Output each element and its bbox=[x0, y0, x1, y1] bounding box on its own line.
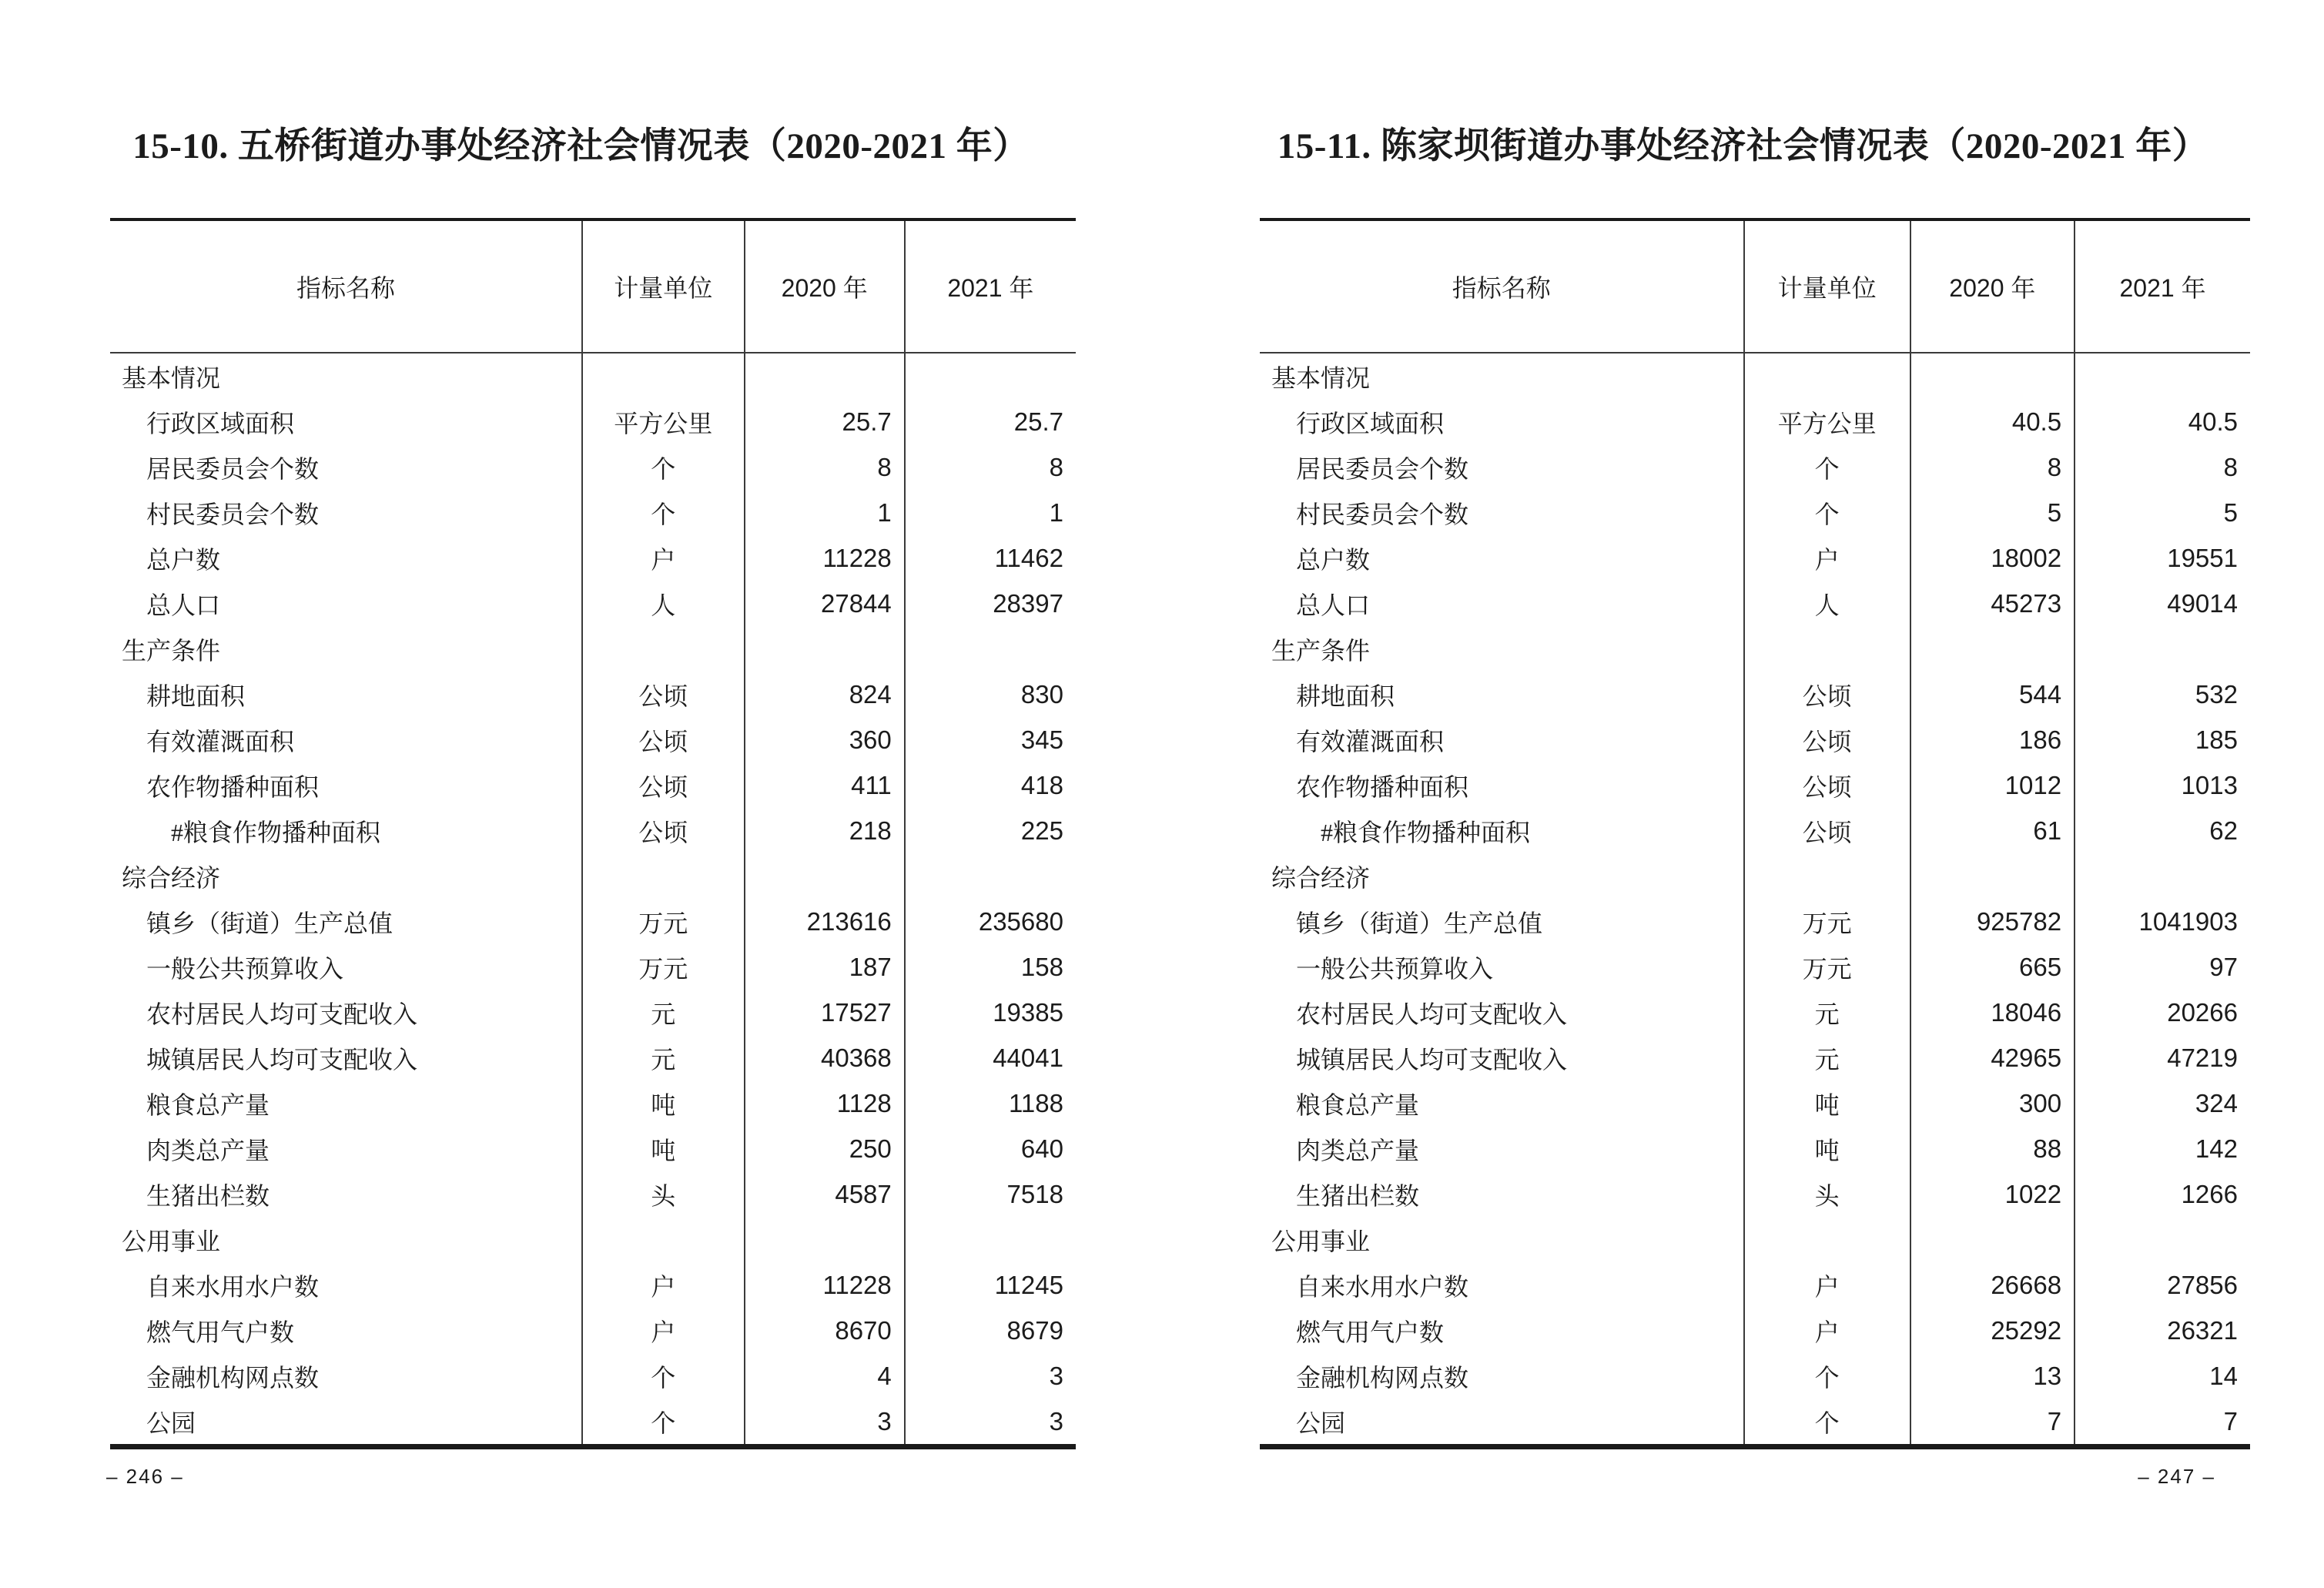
indicator-name: 总人口 bbox=[1296, 591, 1371, 619]
indicator-name: 粮食总产量 bbox=[146, 1090, 270, 1119]
indicator-name: 有效灌溉面积 bbox=[146, 727, 295, 755]
unit-cell: 公顷 bbox=[1743, 672, 1910, 717]
value-2021 bbox=[2074, 853, 2250, 899]
value-2020: 42965 bbox=[1910, 1035, 2074, 1080]
table-row bbox=[110, 444, 1076, 490]
unit-cell: 人 bbox=[581, 581, 744, 626]
unit-cell bbox=[1743, 353, 1910, 399]
value-2020: 11228 bbox=[744, 535, 904, 581]
unit-cell: 吨 bbox=[581, 1126, 744, 1171]
value-2021: 19385 bbox=[904, 990, 1076, 1035]
table-row bbox=[110, 399, 1076, 444]
unit-cell: 人 bbox=[1743, 581, 1910, 626]
statistics-table bbox=[110, 218, 1076, 1449]
table-row bbox=[1260, 1399, 2250, 1444]
indicator-name: 村民委员会个数 bbox=[1296, 500, 1469, 528]
indicator-name: 总人口 bbox=[146, 591, 221, 619]
indicator-name: 城镇居民人均可支配收入 bbox=[146, 1045, 418, 1074]
indicator-name: 公园 bbox=[1296, 1409, 1346, 1437]
value-2020: 1012 bbox=[1910, 762, 2074, 808]
value-2021: 8679 bbox=[904, 1308, 1076, 1353]
value-2020: 25292 bbox=[1910, 1308, 2074, 1353]
column-header-unit: 计量单位 bbox=[581, 221, 744, 352]
indicator-name: 生猪出栏数 bbox=[1296, 1181, 1420, 1210]
value-2021: 11245 bbox=[904, 1262, 1076, 1308]
unit-cell: 平方公里 bbox=[1743, 399, 1910, 444]
column-header-unit: 计量单位 bbox=[1743, 221, 1910, 352]
indicator-name: 农村居民人均可支配收入 bbox=[1296, 1000, 1568, 1028]
table-row bbox=[110, 990, 1076, 1035]
unit-cell bbox=[581, 626, 744, 672]
table-row bbox=[110, 1353, 1076, 1399]
value-2020: 665 bbox=[1910, 944, 2074, 990]
table-row bbox=[110, 762, 1076, 808]
value-2021: 830 bbox=[904, 672, 1076, 717]
unit-cell: 公顷 bbox=[581, 762, 744, 808]
table-row bbox=[1260, 1035, 2250, 1080]
value-2021: 11462 bbox=[904, 535, 1076, 581]
indicator-name: 镇乡（街道）生产总值 bbox=[146, 909, 393, 937]
table-row bbox=[110, 535, 1076, 581]
indicator-name: 综合经济 bbox=[1271, 863, 1371, 892]
section-row bbox=[1260, 1217, 2250, 1262]
indicator-name: 有效灌溉面积 bbox=[1296, 727, 1445, 755]
value-2021: 47219 bbox=[2074, 1035, 2250, 1080]
indicator-name: 行政区域面积 bbox=[1296, 409, 1445, 437]
indicator-name: 行政区域面积 bbox=[146, 409, 295, 437]
indicator-name: 一般公共预算收入 bbox=[1296, 954, 1494, 983]
table-row bbox=[1260, 990, 2250, 1035]
value-2021: 158 bbox=[904, 944, 1076, 990]
value-2021: 25.7 bbox=[904, 399, 1076, 444]
value-2020 bbox=[1910, 626, 2074, 672]
value-2021: 7 bbox=[2074, 1399, 2250, 1444]
value-2020 bbox=[744, 853, 904, 899]
value-2021: 3 bbox=[904, 1353, 1076, 1399]
value-2020: 88 bbox=[1910, 1126, 2074, 1171]
section-row bbox=[110, 353, 1076, 399]
unit-cell bbox=[1743, 853, 1910, 899]
value-2021: 5 bbox=[2074, 490, 2250, 535]
value-2020: 824 bbox=[744, 672, 904, 717]
value-2020 bbox=[744, 353, 904, 399]
unit-cell: 户 bbox=[1743, 535, 1910, 581]
unit-cell: 头 bbox=[581, 1171, 744, 1217]
table-body bbox=[1260, 353, 2250, 1444]
table-row bbox=[1260, 1126, 2250, 1171]
table-row bbox=[1260, 581, 2250, 626]
unit-cell: 户 bbox=[581, 1308, 744, 1353]
value-2021: 8 bbox=[2074, 444, 2250, 490]
unit-cell: 元 bbox=[1743, 990, 1910, 1035]
table-row bbox=[110, 1080, 1076, 1126]
column-header-2020: 2020 年 bbox=[744, 221, 904, 352]
table-header-row bbox=[1260, 221, 2250, 353]
value-2020: 1 bbox=[744, 490, 904, 535]
unit-cell: 元 bbox=[581, 990, 744, 1035]
value-2021: 8 bbox=[904, 444, 1076, 490]
value-2020: 1128 bbox=[744, 1080, 904, 1126]
indicator-name: 耕地面积 bbox=[1296, 682, 1395, 710]
value-2020: 218 bbox=[744, 808, 904, 853]
table-row bbox=[1260, 672, 2250, 717]
value-2021: 1188 bbox=[904, 1080, 1076, 1126]
indicator-name: 农作物播种面积 bbox=[1296, 772, 1469, 801]
table-row bbox=[1260, 808, 2250, 853]
table-row bbox=[1260, 762, 2250, 808]
table-row bbox=[110, 1262, 1076, 1308]
table-row bbox=[1260, 1353, 2250, 1399]
indicator-name: #粮食作物播种面积 bbox=[171, 818, 381, 846]
table-row bbox=[1260, 1171, 2250, 1217]
value-2021 bbox=[904, 626, 1076, 672]
unit-cell: 个 bbox=[1743, 1353, 1910, 1399]
value-2021 bbox=[904, 853, 1076, 899]
value-2020 bbox=[744, 626, 904, 672]
section-row bbox=[1260, 353, 2250, 399]
table-row bbox=[1260, 1080, 2250, 1126]
unit-cell: 元 bbox=[1743, 1035, 1910, 1080]
value-2021: 640 bbox=[904, 1126, 1076, 1171]
indicator-name: 总户数 bbox=[1296, 545, 1371, 574]
value-2021: 142 bbox=[2074, 1126, 2250, 1171]
indicator-name: 生猪出栏数 bbox=[146, 1181, 270, 1210]
value-2021: 27856 bbox=[2074, 1262, 2250, 1308]
unit-cell: 公顷 bbox=[581, 672, 744, 717]
table-body bbox=[110, 353, 1076, 1444]
indicator-name: 基本情况 bbox=[1271, 363, 1371, 392]
value-2020: 250 bbox=[744, 1126, 904, 1171]
unit-cell: 公顷 bbox=[581, 717, 744, 762]
value-2020: 17527 bbox=[744, 990, 904, 1035]
unit-cell: 吨 bbox=[1743, 1126, 1910, 1171]
value-2020 bbox=[1910, 853, 2074, 899]
value-2020: 40.5 bbox=[1910, 399, 2074, 444]
value-2021: 20266 bbox=[2074, 990, 2250, 1035]
value-2020: 187 bbox=[744, 944, 904, 990]
value-2021: 7518 bbox=[904, 1171, 1076, 1217]
table-row bbox=[110, 1171, 1076, 1217]
unit-cell: 个 bbox=[581, 1399, 744, 1444]
value-2020: 26668 bbox=[1910, 1262, 2074, 1308]
unit-cell: 户 bbox=[581, 535, 744, 581]
value-2020: 45273 bbox=[1910, 581, 2074, 626]
value-2021: 225 bbox=[904, 808, 1076, 853]
value-2021: 418 bbox=[904, 762, 1076, 808]
value-2021: 1041903 bbox=[2074, 899, 2250, 944]
table-row bbox=[1260, 399, 2250, 444]
table-row bbox=[110, 808, 1076, 853]
indicator-name: 居民委员会个数 bbox=[1296, 454, 1469, 483]
page-right bbox=[1162, 0, 2324, 1588]
unit-cell: 万元 bbox=[1743, 899, 1910, 944]
indicator-name: 公用事业 bbox=[122, 1227, 221, 1255]
table-row bbox=[110, 581, 1076, 626]
column-header-indicator: 指标名称 bbox=[296, 274, 395, 302]
indicator-name: 公园 bbox=[146, 1409, 196, 1437]
value-2021: 3 bbox=[904, 1399, 1076, 1444]
value-2020: 925782 bbox=[1910, 899, 2074, 944]
page-number: – 246 – bbox=[106, 1465, 184, 1488]
indicator-name: 基本情况 bbox=[122, 363, 221, 392]
unit-cell: 个 bbox=[581, 490, 744, 535]
value-2020: 8 bbox=[744, 444, 904, 490]
value-2021: 345 bbox=[904, 717, 1076, 762]
indicator-name: 城镇居民人均可支配收入 bbox=[1296, 1045, 1568, 1074]
value-2020: 360 bbox=[744, 717, 904, 762]
section-row bbox=[1260, 853, 2250, 899]
value-2021: 185 bbox=[2074, 717, 2250, 762]
unit-cell: 吨 bbox=[581, 1080, 744, 1126]
unit-cell: 个 bbox=[1743, 490, 1910, 535]
indicator-name: 村民委员会个数 bbox=[146, 500, 320, 528]
table-row bbox=[110, 1399, 1076, 1444]
indicator-name: 综合经济 bbox=[122, 863, 221, 892]
table-row bbox=[110, 490, 1076, 535]
table-row bbox=[110, 944, 1076, 990]
value-2020 bbox=[1910, 1217, 2074, 1262]
value-2021: 1013 bbox=[2074, 762, 2250, 808]
column-header-indicator: 指标名称 bbox=[1452, 274, 1551, 302]
value-2021: 532 bbox=[2074, 672, 2250, 717]
indicator-name: #粮食作物播种面积 bbox=[1321, 818, 1531, 846]
indicator-name: 自来水用水户数 bbox=[1296, 1272, 1469, 1301]
unit-cell: 公顷 bbox=[1743, 808, 1910, 853]
indicator-name: 农作物播种面积 bbox=[146, 772, 320, 801]
value-2020: 8670 bbox=[744, 1308, 904, 1353]
value-2020: 1022 bbox=[1910, 1171, 2074, 1217]
value-2020: 5 bbox=[1910, 490, 2074, 535]
section-row bbox=[110, 853, 1076, 899]
table-row bbox=[1260, 444, 2250, 490]
value-2020: 18002 bbox=[1910, 535, 2074, 581]
value-2020: 7 bbox=[1910, 1399, 2074, 1444]
page-title: 15-10. 五桥街道办事处经济社会情况表（2020-2021 年） bbox=[132, 126, 1030, 166]
value-2020: 4 bbox=[744, 1353, 904, 1399]
value-2021: 324 bbox=[2074, 1080, 2250, 1126]
value-2020: 61 bbox=[1910, 808, 2074, 853]
value-2020: 13 bbox=[1910, 1353, 2074, 1399]
unit-cell: 头 bbox=[1743, 1171, 1910, 1217]
table-row bbox=[110, 672, 1076, 717]
indicator-name: 居民委员会个数 bbox=[146, 454, 320, 483]
unit-cell: 万元 bbox=[1743, 944, 1910, 990]
value-2021: 1 bbox=[904, 490, 1076, 535]
unit-cell: 个 bbox=[1743, 1399, 1910, 1444]
value-2020 bbox=[1910, 353, 2074, 399]
column-header-2020: 2020 年 bbox=[1910, 221, 2074, 352]
value-2021 bbox=[904, 353, 1076, 399]
value-2021: 1266 bbox=[2074, 1171, 2250, 1217]
unit-cell: 公顷 bbox=[581, 808, 744, 853]
table-row bbox=[1260, 490, 2250, 535]
value-2021 bbox=[2074, 626, 2250, 672]
unit-cell: 户 bbox=[1743, 1308, 1910, 1353]
indicator-name: 肉类总产量 bbox=[1296, 1136, 1420, 1164]
value-2020 bbox=[744, 1217, 904, 1262]
section-row bbox=[110, 626, 1076, 672]
value-2020: 8 bbox=[1910, 444, 2074, 490]
unit-cell: 户 bbox=[581, 1262, 744, 1308]
indicator-name: 金融机构网点数 bbox=[146, 1363, 320, 1392]
indicator-name: 粮食总产量 bbox=[1296, 1090, 1420, 1119]
unit-cell: 公顷 bbox=[1743, 762, 1910, 808]
value-2021: 19551 bbox=[2074, 535, 2250, 581]
value-2020: 300 bbox=[1910, 1080, 2074, 1126]
value-2021: 44041 bbox=[904, 1035, 1076, 1080]
table-row bbox=[1260, 535, 2250, 581]
value-2021 bbox=[2074, 1217, 2250, 1262]
table-row bbox=[110, 1308, 1076, 1353]
indicator-name: 公用事业 bbox=[1271, 1227, 1371, 1255]
table-row bbox=[110, 717, 1076, 762]
table-row bbox=[1260, 1308, 2250, 1353]
table-header-row bbox=[110, 221, 1076, 353]
indicator-name: 燃气用气户数 bbox=[146, 1318, 295, 1346]
value-2020: 3 bbox=[744, 1399, 904, 1444]
value-2021: 14 bbox=[2074, 1353, 2250, 1399]
value-2020: 25.7 bbox=[744, 399, 904, 444]
value-2020: 27844 bbox=[744, 581, 904, 626]
section-row bbox=[110, 1217, 1076, 1262]
indicator-name: 自来水用水户数 bbox=[146, 1272, 320, 1301]
value-2021 bbox=[904, 1217, 1076, 1262]
unit-cell bbox=[581, 353, 744, 399]
statistics-table bbox=[1260, 218, 2250, 1449]
unit-cell bbox=[581, 853, 744, 899]
table-row bbox=[1260, 899, 2250, 944]
value-2020: 40368 bbox=[744, 1035, 904, 1080]
unit-cell bbox=[1743, 626, 1910, 672]
value-2020: 11228 bbox=[744, 1262, 904, 1308]
indicator-name: 生产条件 bbox=[122, 636, 221, 665]
unit-cell: 元 bbox=[581, 1035, 744, 1080]
table-row bbox=[110, 1035, 1076, 1080]
value-2020: 4587 bbox=[744, 1171, 904, 1217]
unit-cell: 户 bbox=[1743, 1262, 1910, 1308]
page-title: 15-11. 陈家坝街道办事处经济社会情况表（2020-2021 年） bbox=[1277, 126, 2209, 166]
page-number: – 247 – bbox=[2138, 1465, 2215, 1488]
table-row bbox=[110, 899, 1076, 944]
value-2020: 18046 bbox=[1910, 990, 2074, 1035]
value-2021: 28397 bbox=[904, 581, 1076, 626]
unit-cell: 万元 bbox=[581, 899, 744, 944]
indicator-name: 生产条件 bbox=[1271, 636, 1371, 665]
indicator-name: 耕地面积 bbox=[146, 682, 246, 710]
unit-cell: 个 bbox=[1743, 444, 1910, 490]
unit-cell: 万元 bbox=[581, 944, 744, 990]
value-2020: 544 bbox=[1910, 672, 2074, 717]
section-row bbox=[1260, 626, 2250, 672]
unit-cell: 吨 bbox=[1743, 1080, 1910, 1126]
unit-cell: 平方公里 bbox=[581, 399, 744, 444]
column-header-2021: 2021 年 bbox=[2074, 221, 2250, 352]
unit-cell bbox=[1743, 1217, 1910, 1262]
indicator-name: 总户数 bbox=[146, 545, 221, 574]
indicator-name: 燃气用气户数 bbox=[1296, 1318, 1445, 1346]
table-row bbox=[110, 1126, 1076, 1171]
indicator-name: 金融机构网点数 bbox=[1296, 1363, 1469, 1392]
indicator-name: 镇乡（街道）生产总值 bbox=[1296, 909, 1543, 937]
column-header-2021: 2021 年 bbox=[904, 221, 1076, 352]
unit-cell bbox=[581, 1217, 744, 1262]
value-2021: 40.5 bbox=[2074, 399, 2250, 444]
unit-cell: 公顷 bbox=[1743, 717, 1910, 762]
value-2020: 186 bbox=[1910, 717, 2074, 762]
value-2020: 411 bbox=[744, 762, 904, 808]
table-row bbox=[1260, 717, 2250, 762]
value-2020: 213616 bbox=[744, 899, 904, 944]
table-row bbox=[1260, 1262, 2250, 1308]
indicator-name: 农村居民人均可支配收入 bbox=[146, 1000, 418, 1028]
unit-cell: 个 bbox=[581, 1353, 744, 1399]
indicator-name: 肉类总产量 bbox=[146, 1136, 270, 1164]
unit-cell: 个 bbox=[581, 444, 744, 490]
value-2021: 97 bbox=[2074, 944, 2250, 990]
indicator-name: 一般公共预算收入 bbox=[146, 954, 344, 983]
value-2021 bbox=[2074, 353, 2250, 399]
table-row bbox=[1260, 944, 2250, 990]
value-2021: 49014 bbox=[2074, 581, 2250, 626]
value-2021: 235680 bbox=[904, 899, 1076, 944]
value-2021: 26321 bbox=[2074, 1308, 2250, 1353]
value-2021: 62 bbox=[2074, 808, 2250, 853]
